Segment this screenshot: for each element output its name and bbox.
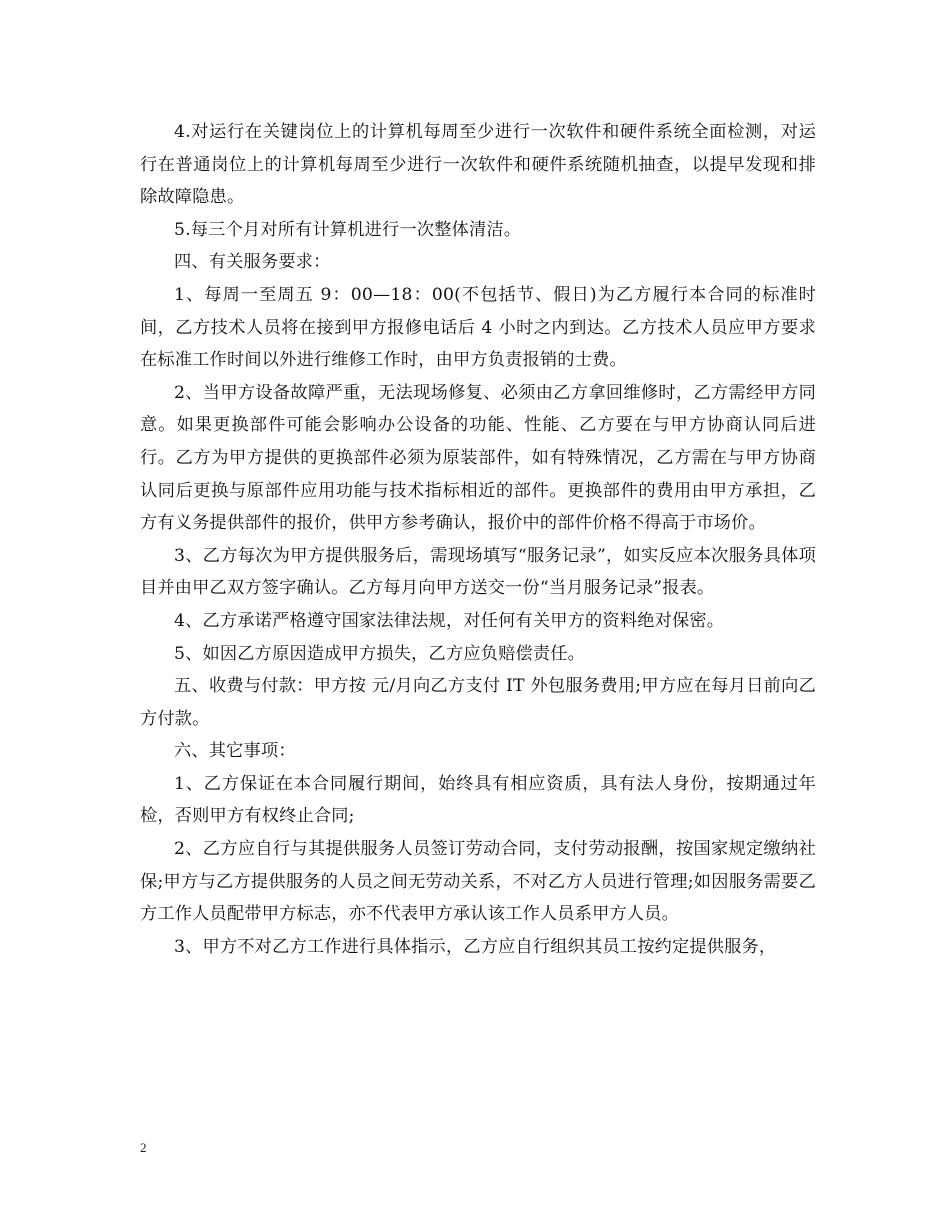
paragraph-service-2: 2、当甲方设备故障严重，无法现场修复、必须由乙方拿回维修时，乙方需经甲方同意。如果更换部件可能会影响办公设备的功能、性能、乙方要在与甲方协商认同后进行。乙方为甲方提供的更换部件必须为原装部件，如有特殊情况，乙方需在与甲方协商认同后更换与原部件应用功能与技术指标相近的部件。更换部件的费用由甲方承担，乙方有义务提供部件的报价，供甲方参考确认，报价中的部件价格不得高于市场价。	[140, 382, 816, 534]
paragraph-item-5: 5.每三个月对所有计算机进行一次整体清洁。	[174, 219, 522, 240]
paragraph-other-2: 2、乙方应自行与其提供服务人员签订劳动合同，支付劳动报酬，按国家规定缴纳社保;甲方与乙方提供服务的人员之间无劳动关系，不对乙方人员进行管理;如因服务需要乙方工作人员配带甲方标志，亦不代表甲方承认该工作人员系甲方人员。	[140, 839, 816, 925]
paragraph-fees-payment: 五、收费与付款：甲方按 元/月向乙方支付 IT 外包服务费用;甲方应在每月日前向乙方付款。	[140, 676, 816, 729]
section-heading-service-requirements: 四、有关服务要求：	[174, 252, 331, 273]
page-number: 2	[140, 1140, 147, 1155]
paragraph-service-1: 1、每周一至周五 9：00—18：00(不包括节、假日)为乙方履行本合同的标准时间，乙方技术人员将在接到甲方报修电话后 4 小时之内到达。乙方技术人员应甲方要求在标准工作时间以外进行维修工作时，由甲方负责报销的士费。	[140, 284, 816, 371]
paragraph-item-4: 4.对运行在关键岗位上的计算机每周至少进行一次软件和硬件系统全面检测，对运行在普通岗位上的计算机每周至少进行一次软件和硬件系统随机抽查，以提早发现和排除故障隐患。	[140, 122, 816, 208]
paragraph-other-1: 1、乙方保证在本合同履行期间，始终具有相应资质，具有法人身份，按期通过年检，否则甲方有权终止合同;	[140, 773, 816, 827]
paragraph-service-4: 4、乙方承诺严格遵守国家法律法规，对任何有关甲方的资料绝对保密。	[174, 610, 725, 631]
paragraph-service-5: 5、如因乙方原因造成甲方损失，乙方应负赔偿责任。	[174, 643, 586, 664]
paragraph-other-3: 3、甲方不对乙方工作进行具体指示，乙方应自行组织其员工按约定提供服务，	[174, 936, 777, 957]
document-body	[140, 116, 816, 963]
section-heading-other-matters: 六、其它事项：	[174, 741, 296, 762]
paragraph-service-3: 3、乙方每次为甲方提供服务后，需现场填写“服务记录”，如实反应本次服务具体项目并由甲乙双方签字确认。乙方每月向甲方送交一份“当月服务记录”报表。	[140, 545, 816, 599]
